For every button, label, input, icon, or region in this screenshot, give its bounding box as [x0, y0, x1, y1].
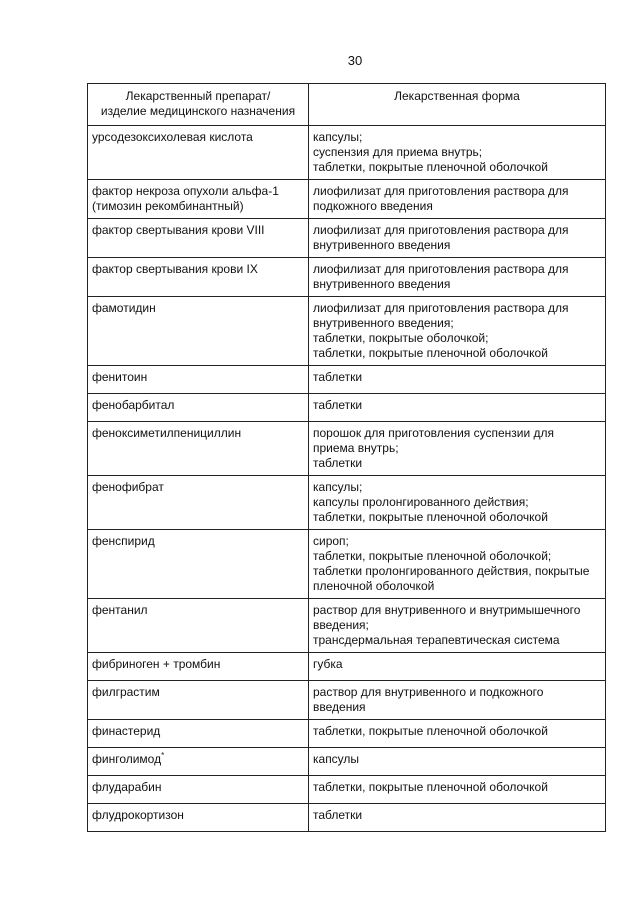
dosage-form: внутривенного введения;	[313, 316, 454, 330]
drug-name-text: урсодезоксихолевая кислота	[92, 130, 253, 144]
table-row	[88, 776, 606, 804]
footnote-mark: *	[161, 751, 165, 760]
dosage-form: внутривенного введения	[313, 238, 451, 252]
dosage-form: таблетки	[313, 398, 363, 412]
table-row	[88, 681, 606, 720]
table-row	[88, 804, 606, 832]
drug-name-cell	[88, 126, 309, 180]
drug-name	[92, 130, 304, 145]
dosage-form-cell	[309, 366, 606, 394]
drug-name-cell	[88, 219, 309, 258]
dosage-form: приема внутрь;	[313, 441, 399, 455]
drug-name	[92, 184, 304, 199]
dosage-form-cell	[309, 776, 606, 804]
drug-name-cell	[88, 804, 309, 832]
dosage-form: капсулы;	[313, 130, 363, 144]
drug-name	[92, 808, 304, 823]
drug-name-text: фенспирид	[92, 534, 155, 548]
dosage-form-cell	[309, 748, 606, 776]
drug-name-text: феноксиметилпенициллин	[92, 426, 242, 440]
drug-name-cell	[88, 476, 309, 530]
dosage-form-cell	[309, 476, 606, 530]
drug-name	[92, 262, 304, 277]
dosage-form: таблетки, покрытые оболочкой;	[313, 331, 489, 345]
dosage-form-cell	[309, 599, 606, 653]
table-row	[88, 366, 606, 394]
table-row	[88, 653, 606, 681]
drug-name-text: фенофибрат	[92, 480, 164, 494]
dosage-form-cell	[309, 394, 606, 422]
drug-name-text: фенитоин	[92, 370, 148, 384]
drug-name	[92, 223, 304, 238]
dosage-form: капсулы;	[313, 480, 363, 494]
dosage-form: раствор для внутривенного и подкожного	[313, 685, 544, 699]
header-form	[309, 84, 606, 126]
header-line: Лекарственный препарат/	[125, 89, 271, 103]
table-row	[88, 219, 606, 258]
dosage-form: таблетки, покрытые пленочной оболочкой	[313, 510, 548, 524]
drug-name-text: (тимозин рекомбинантный)	[92, 199, 244, 213]
dosage-form-cell	[309, 530, 606, 599]
dosage-form: таблетки, покрытые пленочной оболочкой	[313, 780, 548, 794]
drug-name-text: фенобарбитал	[92, 398, 175, 412]
dosage-form: лиофилизат для приготовления раствора для	[313, 184, 569, 198]
dosage-form: таблетки, покрытые пленочной оболочкой	[313, 724, 548, 738]
drug-name-text: фамотидин	[92, 301, 156, 315]
drug-name	[92, 685, 304, 700]
drug-name	[92, 426, 304, 441]
drug-name	[92, 780, 304, 795]
dosage-form: капсулы пролонгированного действия;	[313, 495, 529, 509]
drug-name-text: флударабин	[92, 780, 162, 794]
table-row	[88, 126, 606, 180]
dosage-form-cell	[309, 653, 606, 681]
dosage-form: лиофилизат для приготовления раствора для	[313, 301, 569, 315]
dosage-form: пленочной оболочкой	[313, 579, 435, 593]
dosage-form: введения;	[313, 618, 369, 632]
header-line: изделие медицинского назначения	[100, 104, 296, 118]
drug-name-cell	[88, 422, 309, 476]
dosage-form: трансдермальная терапевтическая система	[313, 633, 560, 647]
drug-name	[92, 370, 304, 385]
drug-name	[92, 199, 304, 214]
drug-name-cell	[88, 599, 309, 653]
dosage-form: таблетки, покрытые пленочной оболочкой	[313, 160, 548, 174]
dosage-form: подкожного введения	[313, 199, 433, 213]
drug-name-cell	[88, 748, 309, 776]
dosage-form: таблетки, покрытые пленочной оболочкой	[313, 346, 548, 360]
table-row	[88, 599, 606, 653]
drug-name	[92, 398, 304, 413]
drug-name-cell	[88, 776, 309, 804]
drug-table	[87, 83, 606, 832]
dosage-form-cell	[309, 804, 606, 832]
dosage-form-cell	[309, 219, 606, 258]
dosage-form-cell	[309, 720, 606, 748]
table-row	[88, 258, 606, 297]
drug-name-cell	[88, 720, 309, 748]
table-row	[88, 530, 606, 599]
dosage-form: таблетки пролонгированного действия, покрытые	[313, 564, 590, 578]
drug-name	[92, 534, 304, 549]
drug-name-text: финголимод	[92, 752, 162, 766]
drug-name	[92, 480, 304, 495]
drug-name	[92, 657, 304, 672]
drug-name-cell	[88, 297, 309, 366]
dosage-form: внутривенного введения	[313, 277, 451, 291]
dosage-form: таблетки, покрытые пленочной оболочкой;	[313, 549, 552, 563]
dosage-form: сироп;	[313, 534, 349, 548]
header-line: Лекарственная форма	[394, 89, 520, 103]
dosage-form-cell	[309, 422, 606, 476]
dosage-form: суспензия для приема внутрь;	[313, 145, 483, 159]
drug-name-text: фактор свертывания крови IX	[92, 262, 258, 276]
dosage-form: капсулы	[313, 752, 360, 766]
dosage-form: лиофилизат для приготовления раствора для	[313, 262, 569, 276]
dosage-form: губка	[313, 657, 343, 671]
table-row	[88, 422, 606, 476]
drug-name-cell	[88, 366, 309, 394]
drug-name-cell	[88, 530, 309, 599]
dosage-form: таблетки	[313, 370, 363, 384]
drug-name-cell	[88, 258, 309, 297]
dosage-form-cell	[309, 297, 606, 366]
drug-name-text: фактор некроза опухоли альфа-1	[92, 184, 279, 198]
dosage-form: введения	[313, 700, 366, 714]
dosage-form: порошок для приготовления суспензии для	[313, 426, 555, 440]
table-row	[88, 394, 606, 422]
table-row	[88, 297, 606, 366]
drug-name	[92, 603, 304, 618]
page-number: 30	[347, 53, 363, 68]
drug-name-text: фактор свертывания крови VIII	[92, 223, 265, 237]
table-header-row	[88, 84, 606, 126]
drug-name-text: фибриноген + тромбин	[92, 657, 221, 671]
dosage-form: лиофилизат для приготовления раствора для	[313, 223, 569, 237]
drug-name-cell	[88, 394, 309, 422]
dosage-form-cell	[309, 126, 606, 180]
drug-name-cell	[88, 653, 309, 681]
table-row	[88, 720, 606, 748]
dosage-form-cell	[309, 681, 606, 720]
drug-name-cell	[88, 180, 309, 219]
dosage-form: раствор для внутривенного и внутримышечного	[313, 603, 581, 617]
drug-name	[92, 301, 304, 316]
table-row	[88, 476, 606, 530]
dosage-form: таблетки	[313, 456, 363, 470]
header-drug	[88, 84, 309, 126]
dosage-form: таблетки	[313, 808, 363, 822]
drug-name-text: фентанил	[92, 603, 148, 617]
dosage-form-cell	[309, 258, 606, 297]
table-row	[88, 180, 606, 219]
drug-name	[92, 724, 304, 739]
drug-name-text: финастерид	[92, 724, 161, 738]
dosage-form-cell	[309, 180, 606, 219]
drug-name-text: флудрокортизон	[92, 808, 184, 822]
drug-name-cell	[88, 681, 309, 720]
drug-name	[92, 752, 304, 767]
drug-name-text: филграстим	[92, 685, 160, 699]
table-row	[88, 748, 606, 776]
